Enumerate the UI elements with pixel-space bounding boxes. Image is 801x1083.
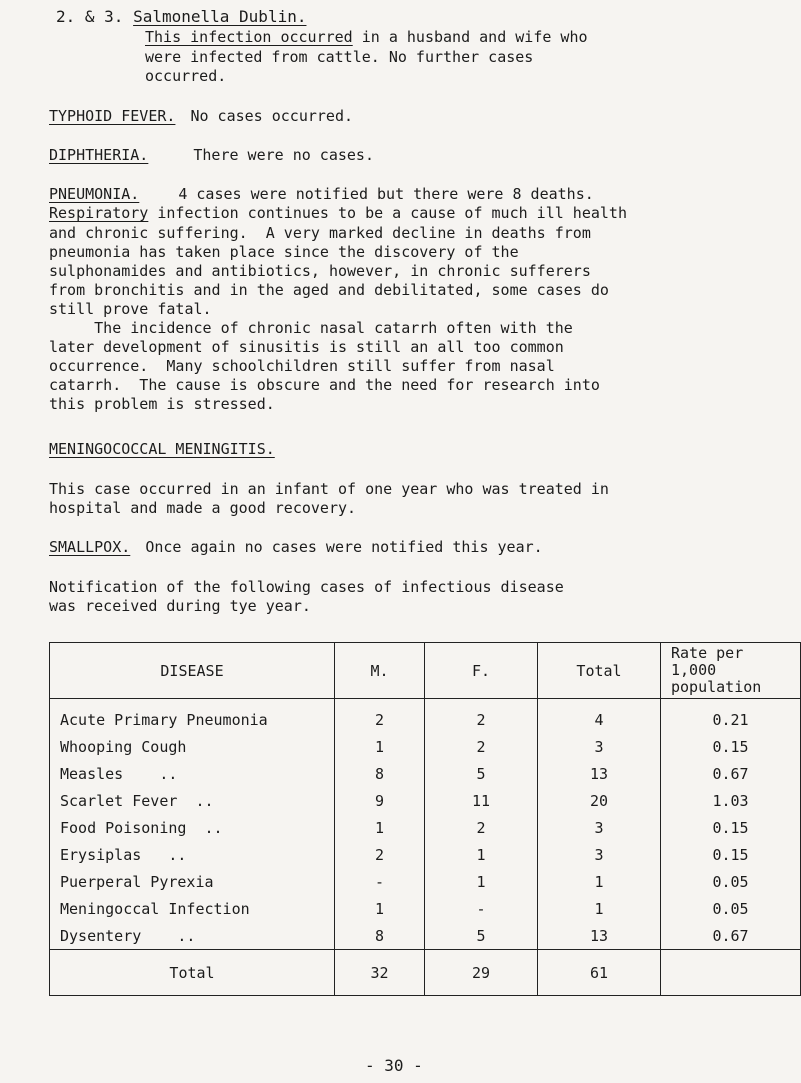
- smallpox-text: Once again no cases were notified this year.: [145, 538, 543, 556]
- pneumonia-line-2-rest: infection continues to be a cause of much ill health: [148, 204, 627, 222]
- notification-intro: Notification of the following cases of infectious disease was received during tye year.: [49, 578, 564, 615]
- pneumonia-line-1-rest: 4 cases were notified but there were 8 deaths.: [178, 185, 594, 203]
- table-row: [50, 923, 801, 950]
- table-header-row: [50, 643, 801, 699]
- table-row: [50, 869, 801, 896]
- smallpox-section: [49, 538, 543, 556]
- cell-m: 9: [335, 788, 425, 815]
- cell-f: 2: [425, 815, 538, 842]
- cell-disease: Puerperal Pyrexia: [50, 869, 335, 896]
- cell-total: 1: [538, 896, 661, 923]
- cell-total: 1: [538, 869, 661, 896]
- total-m: 32: [335, 950, 425, 996]
- diphtheria-text: There were no cases.: [193, 146, 374, 164]
- diphtheria-section: [49, 146, 374, 164]
- cell-rate: 0.15: [661, 734, 801, 761]
- cell-f: 1: [425, 869, 538, 896]
- meningococcal-heading: MENINGOCOCCAL MENINGITIS.: [49, 440, 275, 458]
- table-total-row: [50, 950, 801, 996]
- cell-total: 13: [538, 923, 661, 950]
- disease-table: [49, 642, 801, 996]
- total-rate: [661, 950, 801, 996]
- header-m: M.: [335, 643, 425, 699]
- section-number: 2. & 3.: [56, 7, 124, 26]
- salmonella-line-1-lead: This infection occurred: [145, 28, 353, 46]
- page-number: - 30 -: [365, 1056, 423, 1075]
- cell-rate: 0.21: [661, 707, 801, 734]
- cell-rate: 0.67: [661, 923, 801, 950]
- cell-rate: 0.15: [661, 842, 801, 869]
- table-row: [50, 896, 801, 923]
- cell-m: 2: [335, 842, 425, 869]
- cell-disease: Dysentery ..: [50, 923, 335, 950]
- cell-f: 2: [425, 734, 538, 761]
- smallpox-heading: SMALLPOX.: [49, 538, 131, 556]
- pneumonia-body: and chronic suffering. A very marked decline in deaths from pneumonia has taken place since the discovery of the sulphonamides and antibiotics, however, in chronic sufferers from bronchitis and in the aged and debilitated, some cases do still prove fatal. The incidence of chronic nasal catarrh often with the later development of sinusitis is still an all too common occurrence. Many schoolchildren still suffer from nasal catarrh. The cause is obscure and the need for research into this problem is stressed.: [49, 224, 609, 413]
- salmonella-line-1: [145, 28, 588, 46]
- header-f: F.: [425, 643, 538, 699]
- cell-disease: Measles ..: [50, 761, 335, 788]
- cell-total: 20: [538, 788, 661, 815]
- cell-total: 3: [538, 734, 661, 761]
- header-rate: Rate per 1,000 population: [661, 643, 801, 699]
- cell-rate: 0.05: [661, 869, 801, 896]
- typhoid-heading: TYPHOID FEVER.: [49, 107, 176, 125]
- table-row: [50, 761, 801, 788]
- salmonella-line-1-rest: in a husband and wife who: [352, 28, 588, 46]
- header-disease: DISEASE: [50, 643, 335, 699]
- cell-f: 5: [425, 761, 538, 788]
- cell-disease: Acute Primary Pneumonia: [50, 707, 335, 734]
- cell-rate: 0.05: [661, 896, 801, 923]
- typhoid-text: No cases occurred.: [190, 107, 354, 125]
- cell-disease: Whooping Cough: [50, 734, 335, 761]
- cell-m: 8: [335, 761, 425, 788]
- table-row: [50, 842, 801, 869]
- table-row: [50, 707, 801, 734]
- cell-m: 1: [335, 815, 425, 842]
- total-f: 29: [425, 950, 538, 996]
- cell-disease: Scarlet Fever ..: [50, 788, 335, 815]
- pneumonia-line-2-lead: Respiratory: [49, 204, 149, 222]
- cell-m: -: [335, 869, 425, 896]
- meningococcal-text: This case occurred in an infant of one year who was treated in hospital and made a good recovery.: [49, 480, 609, 517]
- cell-f: 5: [425, 923, 538, 950]
- typhoid-section: [49, 107, 353, 125]
- salmonella-heading-line: [56, 7, 306, 26]
- cell-disease: Meningoccal Infection: [50, 896, 335, 923]
- pneumonia-heading: PNEUMONIA.: [49, 185, 140, 203]
- salmonella-heading: Salmonella Dublin.: [133, 7, 307, 26]
- salmonella-line-3: occurred.: [145, 67, 227, 85]
- table-row: [50, 788, 801, 815]
- cell-rate: 0.15: [661, 815, 801, 842]
- total-label: Total: [50, 950, 335, 996]
- diphtheria-heading: DIPHTHERIA.: [49, 146, 149, 164]
- cell-m: 8: [335, 923, 425, 950]
- cell-f: 1: [425, 842, 538, 869]
- pneumonia-line-2: [49, 204, 627, 222]
- cell-total: 3: [538, 815, 661, 842]
- table-row: [50, 815, 801, 842]
- cell-total: 4: [538, 707, 661, 734]
- table-row: [50, 734, 801, 761]
- cell-rate: 1.03: [661, 788, 801, 815]
- cell-f: 11: [425, 788, 538, 815]
- cell-rate: 0.67: [661, 761, 801, 788]
- cell-f: -: [425, 896, 538, 923]
- cell-m: 1: [335, 734, 425, 761]
- header-total: Total: [538, 643, 661, 699]
- salmonella-line-2: were infected from cattle. No further cases: [145, 48, 534, 66]
- cell-total: 3: [538, 842, 661, 869]
- total-total: 61: [538, 950, 661, 996]
- cell-m: 1: [335, 896, 425, 923]
- cell-f: 2: [425, 707, 538, 734]
- pneumonia-line-1: [49, 185, 594, 203]
- cell-disease: Food Poisoning ..: [50, 815, 335, 842]
- cell-disease: Erysiplas ..: [50, 842, 335, 869]
- cell-total: 13: [538, 761, 661, 788]
- cell-m: 2: [335, 707, 425, 734]
